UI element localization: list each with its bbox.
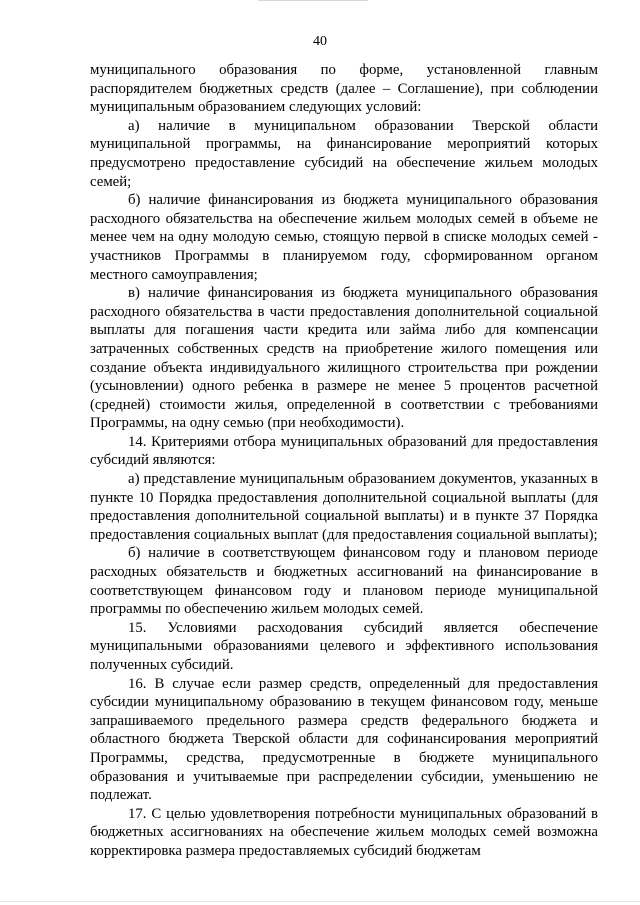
paragraph-continuation: муниципального образования по форме, установленной главным распорядителем бюджетных средств (далее – Соглашение), при соблюдении муниципальным образованием следующих условий: [90,62,598,116]
bottom-scan-edge [0,901,640,902]
page-number: 40 [313,34,327,49]
paragraph-clause-14: 14. Критериями отбора муниципальных образований для предоставления субсидий являются: [90,433,598,469]
document-body [90,61,598,861]
paragraph-clause-15: 15. Условиями расходования субсидий является обеспечение муниципальными образованиями целевого и эффективного использования полученных субсидий. [90,619,598,673]
paragraph-clause-17: 17. С целью удовлетворения потребности муниципальных образований в бюджетных ассигнованиях на обеспечение жильем молодых семей возможна корректировка размера предоставляемых субсидий бюджетам [90,805,598,859]
paragraph-condition-a: а) наличие в муниципальном образовании Тверской области муниципальной программы, на финансирование мероприятий которых предусмотрено предоставление субсидий на обеспечение жильем молодых семей; [90,117,598,190]
paragraph-criterion-a: а) представление муниципальным образованием документов, указанных в пункте 10 Порядка предоставления дополнительной социальной выплаты (для предоставления дополнительной социальной выплаты) и в пункте 37 Порядка предоставления социальных выплат (для предоставления социальной выплаты); [90,471,598,543]
top-scan-edge [258,0,368,1]
paragraph-condition-v: в) наличие финансирования из бюджета муниципального образования расходного обязательства в части предоставления дополнительной социальной выплаты для погашения части кредита или займа либо для компенсации затраченных собственных средств на приобретение жилого помещения или создание объекта индивидуального жилищного строительства при рождении (усыновлении) одного ребенка в размере не менее 5 процентов расчетной (средней) стоимости жилья, определенной в соответствии с требованиями Программы, на одну семью (при необходимости). [90,285,598,432]
paragraph-clause-16: 16. В случае если размер средств, определенный для предоставления субсидии муниципальному образованию в текущем финансовом году, меньше запрашиваемого предельного размера средств федерального бюджета и областного бюджета Тверской области для софинансирования мероприятий Программы, средства, предусмотренные в бюджете муниципального образования и учитываемые при распределении субсидии, уменьшению не подлежат. [90,675,598,804]
paragraph-condition-b: б) наличие финансирования из бюджета муниципального образования расходного обязательства на обеспечение жильем молодых семей в объеме не менее чем на одну молодую семью, стоящую первой в списке молодых семей - участников Программы в планируемом году, сформированном органом местного самоуправления; [90,192,598,283]
paragraph-criterion-b: б) наличие в соответствующем финансовом году и плановом периоде расходных обязательств и бюджетных ассигнований на финансирование в соответствующем финансовом году и плановом периоде муниципальной программы по обеспечению жильем молодых семей. [90,545,598,618]
